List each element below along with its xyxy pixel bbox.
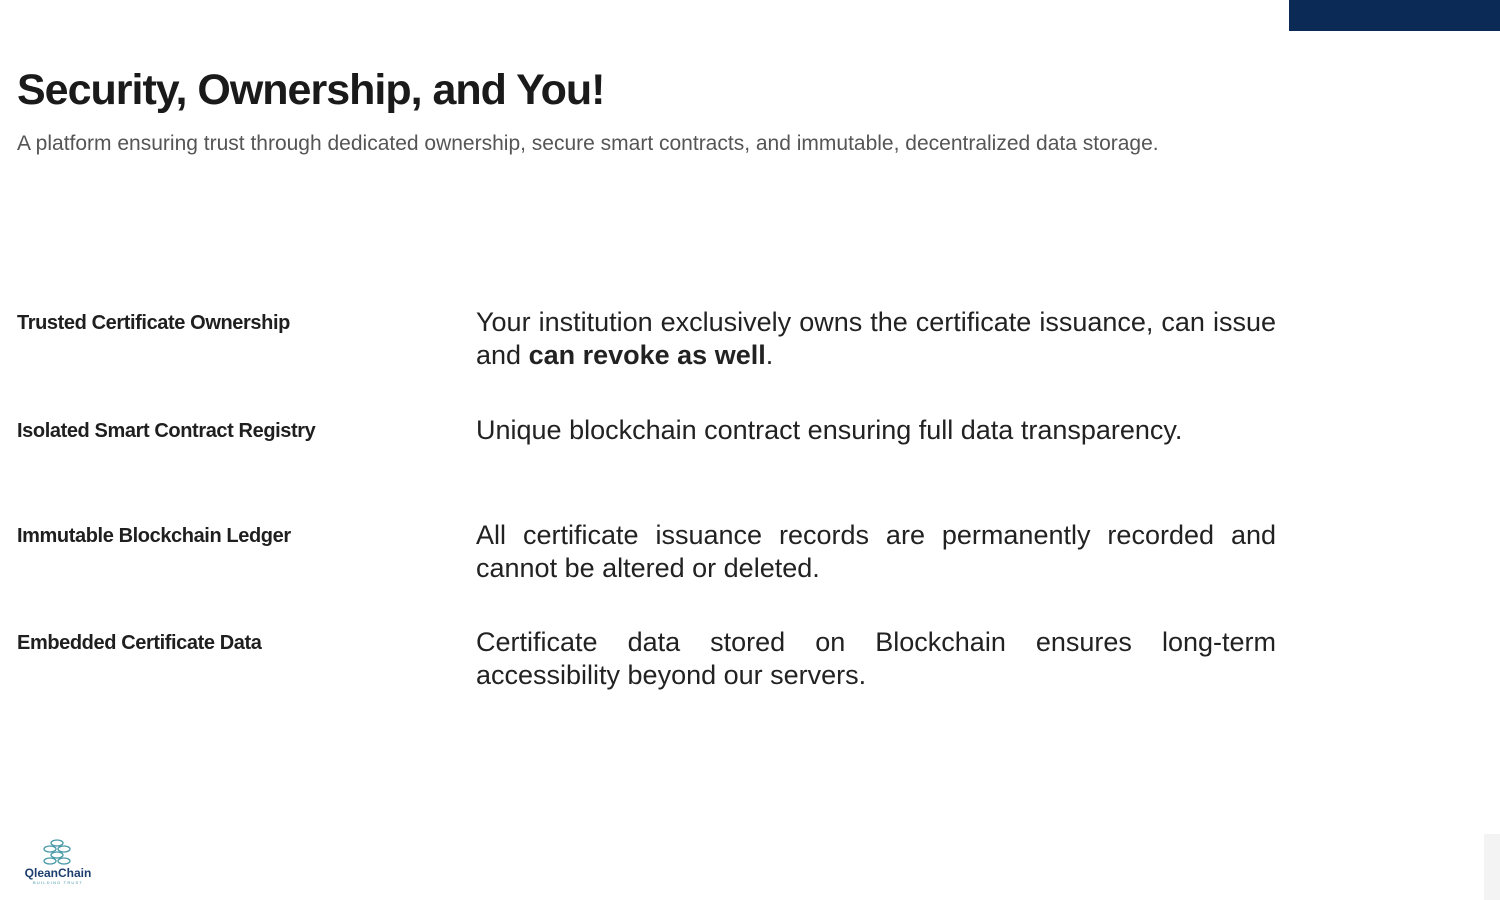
feature-description-text: Your institution exclusively owns the certificate issuance, can issue and [476, 307, 1276, 370]
feature-description: Certificate data stored on Blockchain ensures long-term accessibility beyond our servers. [476, 627, 1276, 690]
feature-description: Unique blockchain contract ensuring full data transparency. [476, 415, 1183, 445]
feature-label: Embedded Certificate Data [17, 632, 262, 654]
feature-description-emphasis: can revoke as well [528, 340, 766, 370]
logo-tagline: BUILDING TRUST [32, 880, 84, 885]
feature-description-suffix: . [765, 340, 774, 370]
page-subtitle: A platform ensuring trust through dedicated ownership, secure smart contracts, and immutable, decentralized data storage. [17, 132, 1159, 155]
feature-description: All certificate issuance records are permanently recorded and cannot be altered or deleted. [476, 520, 1276, 583]
page-title: Security, Ownership, and You! [17, 66, 605, 114]
feature-label: Isolated Smart Contract Registry [17, 420, 316, 442]
feature-label: Immutable Blockchain Ledger [17, 525, 291, 547]
feature-description [476, 306, 1276, 372]
scrollbar-track[interactable] [1484, 834, 1500, 900]
company-logo [18, 838, 98, 888]
chain-links-icon [40, 838, 74, 866]
logo-wordmark: QleanChain [24, 866, 92, 880]
feature-label: Trusted Certificate Ownership [17, 312, 290, 334]
top-accent-bar [1289, 0, 1500, 31]
